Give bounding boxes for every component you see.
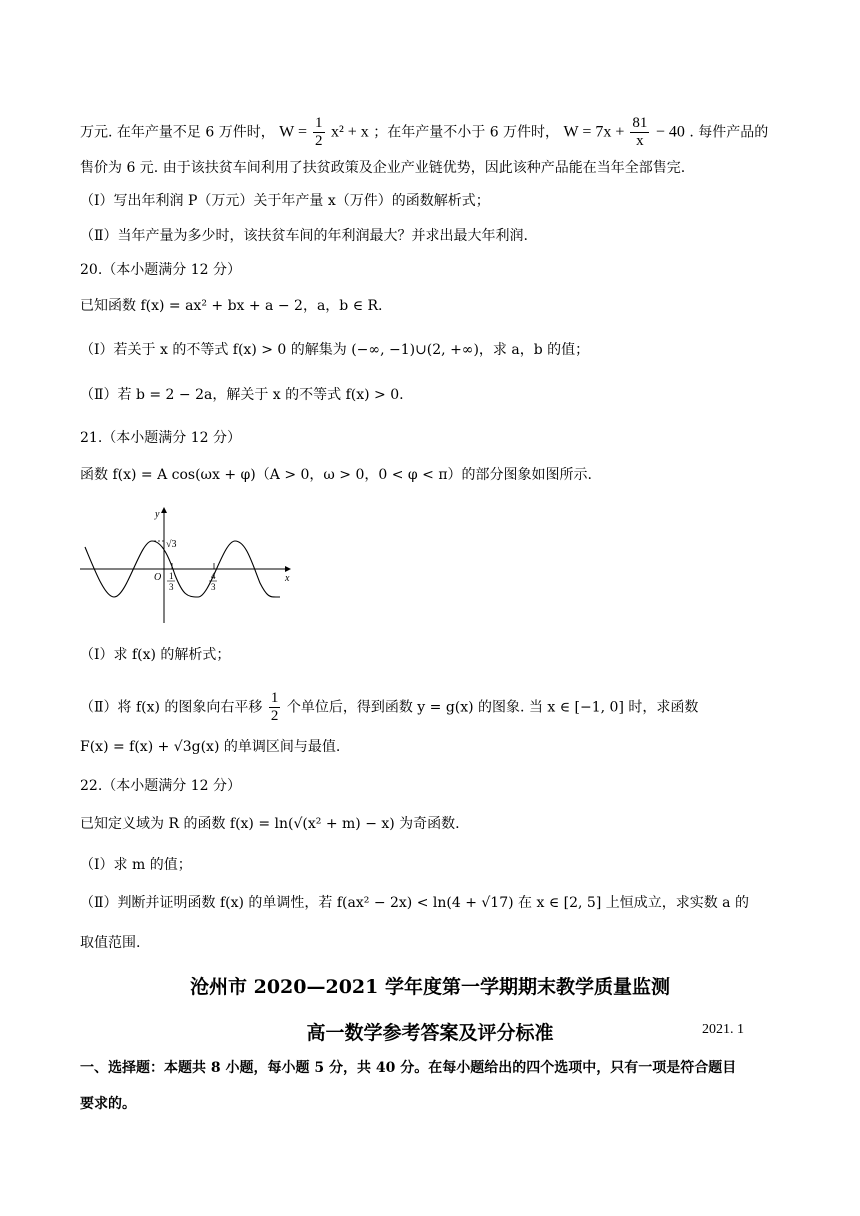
- q20-stem: 已知函数 f(x) = ax² + bx + a − 2，a，b ∈ R.: [80, 298, 383, 314]
- q19-formula2-lhs: W = 7x +: [563, 123, 629, 141]
- q19-line2: 售价为 6 元. 由于该扶贫车间利用了扶贫政策及企业产业链优势，因此该种产品能在当年全部售完.: [80, 160, 686, 176]
- graph-y-label: y: [155, 509, 160, 520]
- graph-x-tick2-num: 4: [211, 571, 216, 581]
- graph-x-label: x: [285, 573, 290, 584]
- answer-key-title: 沧州市 2020—2021 学年度第一学期期末教学质量监测: [190, 976, 670, 998]
- q21-part2-frac: [269, 690, 281, 725]
- graph-origin-label: O: [154, 572, 162, 583]
- q19-frac2-den: x: [636, 133, 644, 149]
- q19-text-a: 万元. 在年产量不足 6 万件时，: [80, 124, 275, 141]
- x-axis-arrow: [285, 566, 291, 572]
- q19-formula2-rhs: − 40: [655, 123, 685, 141]
- q21-part2-frac-num: 1: [270, 690, 279, 706]
- q19-formula1-lhs: W =: [279, 123, 312, 141]
- q19-line1: [80, 115, 768, 150]
- q21-part2-text-a: （Ⅱ）将 f(x) 的图象向右平移: [80, 699, 263, 716]
- q19-frac1-den: 2: [315, 133, 323, 149]
- section1-line2: 要求的。: [80, 1096, 136, 1112]
- q19-text-b: ；在年产量不小于 6 万件时，: [373, 124, 560, 141]
- q21-part2-line1: [80, 690, 698, 725]
- q22-stem: 已知定义域为 R 的函数 f(x) = ln(√(x² + m) − x) 为奇函数.: [80, 816, 460, 832]
- q19-part2: （Ⅱ）当年产量为多少时，该扶贫车间的年利润最大？并求出最大年利润.: [80, 228, 528, 244]
- q19-frac1-num: 1: [315, 115, 323, 131]
- section1-line1: 一、选择题：本题共 8 小题，每小题 5 分，共 40 分。在每小题给出的四个选项中，只有一项是符合题目: [80, 1060, 737, 1076]
- graph-x-tick2-den: 3: [211, 582, 216, 592]
- q21-part2-line2: F(x) = f(x) + √3g(x) 的单调区间与最值.: [80, 739, 341, 755]
- q19-formula1-rhs: x² + x: [330, 123, 369, 141]
- q19-text-c: . 每件产品的: [689, 124, 769, 141]
- q22-part2-line2: 取值范围.: [80, 935, 141, 951]
- q21-part2-frac-den: 2: [270, 708, 279, 724]
- q21-part1: （Ⅰ）求 f(x) 的解析式；: [80, 647, 231, 663]
- answer-key-subtitle: 高一数学参考答案及评分标准: [306, 1022, 554, 1044]
- q19-frac2: [630, 115, 649, 150]
- q21-part2-text-b: 个单位后，得到函数 y = g(x) 的图象. 当 x ∈ [−1, 0] 时，求函数: [286, 699, 699, 716]
- q20-header: 20.（本小题满分 12 分）: [80, 262, 241, 278]
- q22-header: 22.（本小题满分 12 分）: [80, 778, 241, 794]
- q20-part2: （Ⅱ）若 b = 2 − 2a，解关于 x 的不等式 f(x) > 0.: [80, 387, 404, 403]
- q21-header: 21.（本小题满分 12 分）: [80, 430, 241, 446]
- q22-part2-line1: （Ⅱ）判断并证明函数 f(x) 的单调性，若 f(ax² − 2x) < ln(4 + √17) 在 x ∈ [2, 5] 上恒成立，求实数 a 的: [80, 895, 749, 911]
- graph-y-tick: √3: [166, 539, 177, 550]
- q22-part1: （Ⅰ）求 m 的值；: [80, 857, 192, 873]
- q20-part1: （Ⅰ）若关于 x 的不等式 f(x) > 0 的解集为 (−∞, −1)∪(2, +∞)，求 a，b 的值；: [80, 342, 590, 358]
- answer-key-date: 2021. 1: [702, 1022, 744, 1037]
- q21-cosine-graph: [80, 505, 295, 625]
- y-axis-arrow: [161, 507, 167, 513]
- q19-frac2-num: 81: [632, 115, 648, 131]
- q21-stem: 函数 f(x) = A cos(ωx + φ)（A > 0，ω > 0，0 < φ < π）的部分图象如图所示.: [80, 467, 592, 483]
- q19-frac1: [313, 115, 325, 150]
- q19-part1: （Ⅰ）写出年利润 P（万元）关于年产量 x（万件）的函数解析式；: [80, 193, 490, 209]
- graph-x-tick1-den: 3: [169, 582, 174, 592]
- graph-x-tick1-num: 1: [169, 571, 174, 581]
